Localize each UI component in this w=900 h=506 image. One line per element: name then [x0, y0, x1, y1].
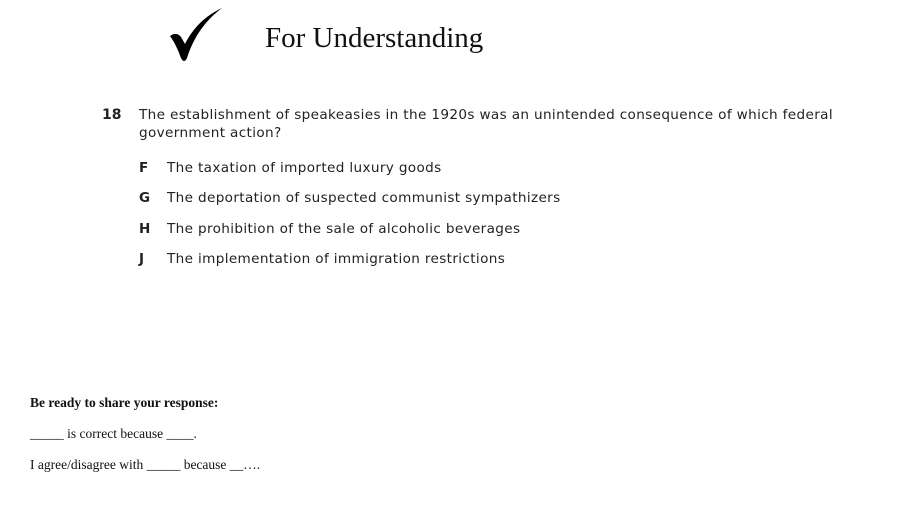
answer-choices: [139, 157, 561, 278]
response-prompt: [30, 394, 260, 487]
choice-text: The taxation of imported luxury goods: [167, 160, 442, 176]
answer-choice-h: [139, 218, 561, 248]
question-number: 18: [102, 107, 122, 123]
choice-text: The prohibition of the sale of alcoholic beverages: [167, 220, 521, 237]
sentence-frame-agree: I agree/disagree with _____ because __….: [30, 457, 261, 472]
prompt-heading: Be ready to share your response:: [30, 395, 219, 410]
choice-letter: G: [139, 190, 151, 207]
checkmark-icon: [166, 6, 226, 66]
answer-choice-g: [139, 187, 561, 217]
choice-letter: F: [139, 160, 149, 176]
question-text: The establishment of speakeasies in the 1920s was an unintended consequence of which federal government action?: [139, 107, 833, 141]
choice-letter: J: [139, 250, 145, 267]
slide-title: For Understanding: [265, 22, 484, 54]
answer-choice-j: [139, 248, 561, 278]
choice-text: The implementation of immigration restrictions: [167, 250, 506, 267]
choice-letter: H: [139, 220, 151, 237]
answer-choice-f: [139, 157, 561, 187]
choice-text: The deportation of suspected communist sympathizers: [167, 190, 561, 207]
sentence-frame-correct: _____ is correct because ____.: [30, 426, 197, 441]
